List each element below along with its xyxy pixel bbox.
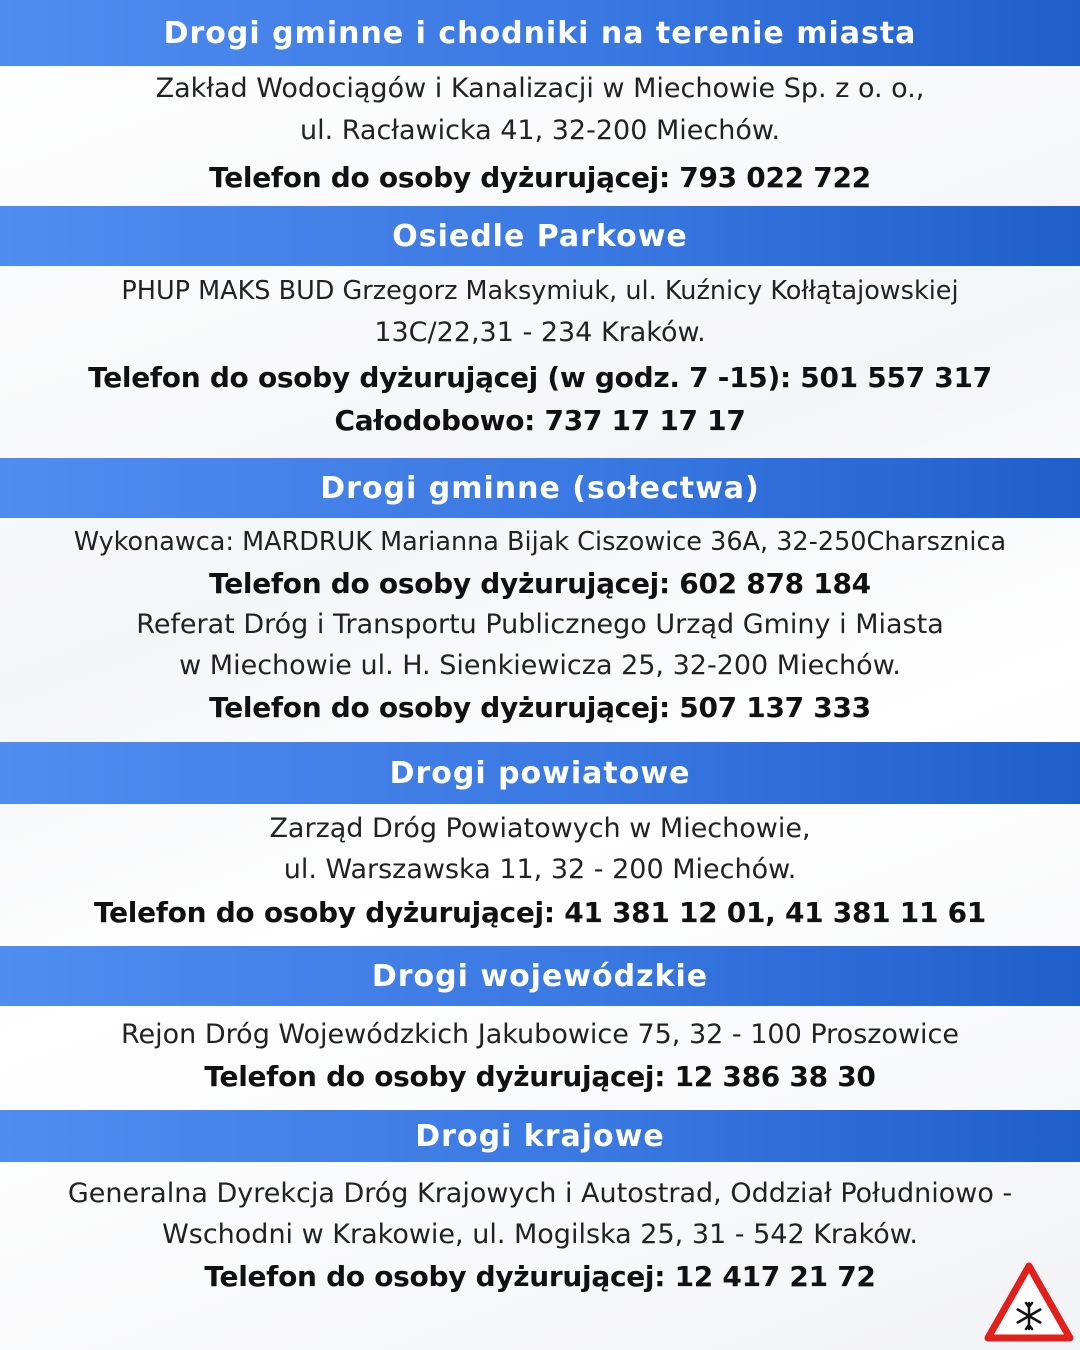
duty-phone: Telefon do osoby dyżurującej: 793 022 722 xyxy=(209,161,871,194)
contact-line: Wschodni w Krakowie, ul. Mogilska 25, 31 - 542 Kraków. xyxy=(162,1219,918,1250)
contact-line: Zakład Wodociągów i Kanalizacji w Miechowie Sp. z o. o., xyxy=(155,73,925,104)
duty-phone: Telefon do osoby dyżurującej: 12 417 21 72 xyxy=(204,1260,876,1293)
duty-phone: Telefon do osoby dyżurującej: 41 381 12 01, 41 381 11 61 xyxy=(94,896,986,929)
section-header-village-roads: Drogi gminne (sołectwa) xyxy=(0,458,1080,518)
duty-phone: Telefon do osoby dyżurującej: 12 386 38 30 xyxy=(204,1060,876,1093)
section-header-osiedle-parkowe: Osiedle Parkowe xyxy=(0,206,1080,266)
section-header-city-roads: Drogi gminne i chodniki na terenie miasta xyxy=(0,0,1080,66)
section-header-voivodeship-roads: Drogi wojewódzkie xyxy=(0,946,1080,1006)
contact-line: Generalna Dyrekcja Dróg Krajowych i Autostrad, Oddział Południowo - xyxy=(67,1178,1013,1209)
contact-line: Referat Dróg i Transportu Publicznego Urząd Gminy i Miasta xyxy=(136,609,944,640)
contact-line: ul. Racławicka 41, 32-200 Miechów. xyxy=(299,115,781,146)
contact-line: Wykonawca: MARDRUK Marianna Bijak Ciszowice 36A, 32-250Charsznica xyxy=(73,527,1007,557)
contact-line: Rejon Dróg Wojewódzkich Jakubowice 75, 32 - 100 Proszowice xyxy=(121,1019,959,1050)
section-header-national-roads: Drogi krajowe xyxy=(0,1110,1080,1162)
contact-line: ul. Warszawska 11, 32 - 200 Miechów. xyxy=(283,854,797,885)
contact-line: w Miechowie ul. H. Sienkiewicza 25, 32-200 Miechów. xyxy=(179,650,901,681)
duty-phone: Telefon do osoby dyżurującej: 507 137 333 xyxy=(209,691,871,724)
duty-phone-24h: Całodobowo: 737 17 17 17 xyxy=(334,404,746,437)
contact-line: PHUP MAKS BUD Grzegorz Maksymiuk, ul. Kuźnicy Kołłątajowskiej xyxy=(121,276,959,306)
duty-phone: Telefon do osoby dyżurującej (w godz. 7 -15): 501 557 317 xyxy=(88,361,992,394)
contact-line: Zarząd Dróg Powiatowych w Miechowie, xyxy=(269,813,811,844)
duty-phone: Telefon do osoby dyżurującej: 602 878 184 xyxy=(209,567,871,600)
snow-warning-triangle-icon xyxy=(984,1262,1074,1342)
section-header-county-roads: Drogi powiatowe xyxy=(0,742,1080,804)
contact-line: 13C/22,31 - 234 Kraków. xyxy=(374,317,706,348)
